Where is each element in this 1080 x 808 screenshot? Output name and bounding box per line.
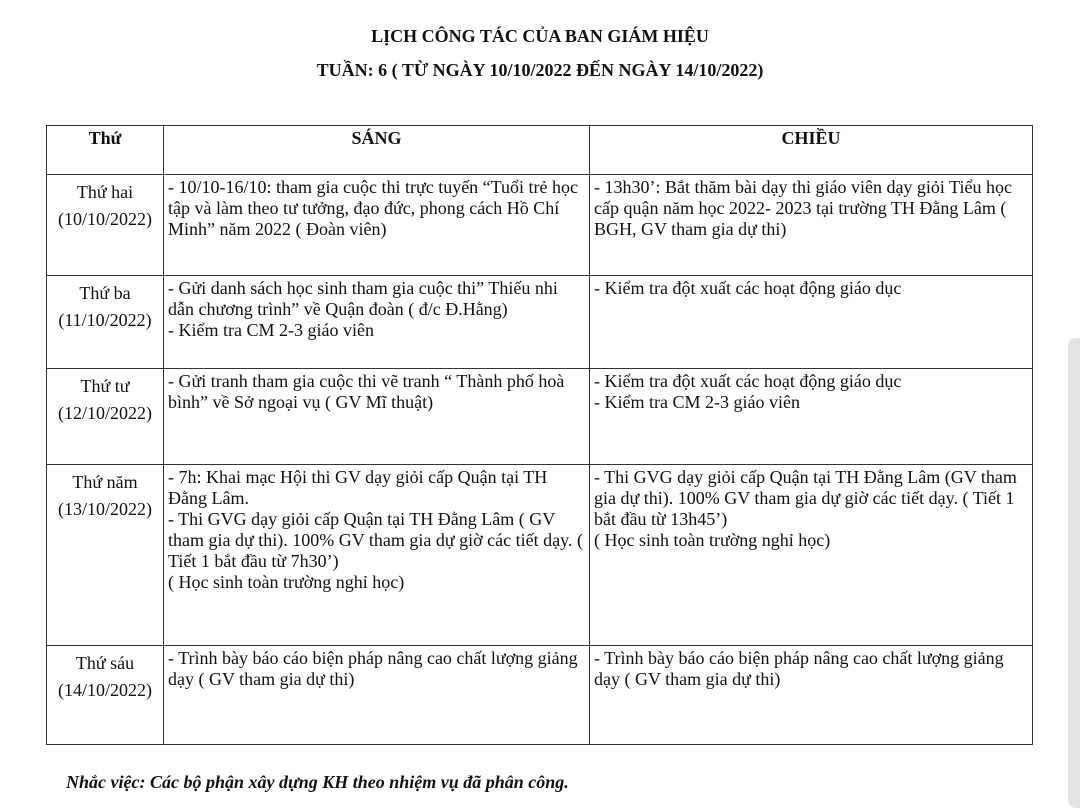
- table-row: [47, 276, 1033, 369]
- afternoon-task: ( Học sinh toàn trường nghỉ học): [594, 530, 831, 550]
- afternoon-task: - 13h30’: Bắt thăm bài dạy thi giáo viên dạy giỏi Tiểu học cấp quận năm học 2022- 2023 tại trường TH Đằng Lâm ( BGH, GV tham gia dự thi): [594, 177, 1012, 239]
- morning-task: - Thi GVG dạy giỏi cấp Quận tại TH Đằng Lâm ( GV tham gia dự thi). 100% GV tham gia dự giờ các tiết dạy. ( Tiết 1 bắt đầu từ 7h30’): [168, 509, 583, 571]
- morning-task: ( Học sinh toàn trường nghỉ học): [168, 572, 405, 592]
- scrollbar-thumb[interactable]: [1068, 338, 1080, 808]
- day-date: (12/10/2022): [58, 403, 152, 423]
- afternoon-task: - Thi GVG dạy giỏi cấp Quận tại TH Đằng Lâm (GV tham gia dự thi). 100% GV tham gia dự giờ các tiết dạy. ( Tiết 1 bắt đầu từ 13h45’): [594, 467, 1017, 529]
- header-afternoon: CHIỀU: [590, 126, 1033, 175]
- day-name: Thứ ba: [79, 283, 131, 303]
- afternoon-cell: [590, 369, 1033, 465]
- day-cell: [47, 465, 164, 646]
- morning-task: - Gửi tranh tham gia cuộc thi vẽ tranh “ Thành phố hoà bình” về Sở ngoại vụ ( GV Mĩ thuật): [168, 371, 565, 412]
- day-name: Thứ năm: [72, 472, 138, 492]
- day-name: Thứ tư: [80, 376, 130, 396]
- afternoon-task: - Trình bày báo cáo biện pháp nâng cao chất lượng giảng dạy ( GV tham gia dự thi): [594, 648, 1004, 689]
- afternoon-cell: [590, 646, 1033, 745]
- table-row: [47, 369, 1033, 465]
- afternoon-cell: [590, 175, 1033, 276]
- document-title: LỊCH CÔNG TÁC CỦA BAN GIÁM HIỆU: [371, 26, 709, 46]
- table-row: [47, 175, 1033, 276]
- day-cell: [47, 369, 164, 465]
- morning-task: - 7h: Khai mạc Hội thi GV dạy giỏi cấp Quận tại TH Đằng Lâm.: [168, 467, 548, 508]
- table-row: [47, 646, 1033, 745]
- table-header-row: [47, 126, 1033, 175]
- reminder-note: Nhắc việc: Các bộ phận xây dựng KH theo nhiệm vụ đã phân công.: [66, 772, 569, 792]
- header-day: Thứ: [47, 126, 164, 175]
- header-morning: SÁNG: [164, 126, 590, 175]
- afternoon-task: - Kiểm tra đột xuất các hoạt động giáo dục: [594, 278, 902, 298]
- morning-task: - Kiểm tra CM 2-3 giáo viên: [168, 320, 374, 340]
- table-row: [47, 465, 1033, 646]
- week-subtitle: TUẦN: 6 ( TỪ NGÀY 10/10/2022 ĐẾN NGÀY 14/10/2022): [316, 60, 764, 80]
- morning-cell: [164, 646, 590, 745]
- morning-task: - Gửi danh sách học sinh tham gia cuộc thi” Thiếu nhi dẫn chương trình” về Quận đoàn ( đ/c Đ.Hằng): [168, 278, 558, 319]
- day-name: Thứ sáu: [75, 653, 135, 673]
- day-cell: [47, 276, 164, 369]
- afternoon-task: - Kiểm tra đột xuất các hoạt động giáo dục: [594, 371, 902, 391]
- day-date: (10/10/2022): [58, 209, 152, 229]
- morning-task: - Trình bày báo cáo biện pháp nâng cao chất lượng giảng dạy ( GV tham gia dự thi): [168, 648, 578, 689]
- morning-cell: [164, 465, 590, 646]
- day-date: (14/10/2022): [58, 680, 152, 700]
- day-date: (13/10/2022): [58, 499, 152, 519]
- day-cell: [47, 175, 164, 276]
- morning-task: - 10/10-16/10: tham gia cuộc thi trực tuyến “Tuổi trẻ học tập và làm theo tư tưởng, đạo đức, phong cách Hồ Chí Minh” năm 2022 ( Đoàn viên): [168, 177, 579, 239]
- morning-cell: [164, 175, 590, 276]
- afternoon-cell: [590, 276, 1033, 369]
- morning-cell: [164, 276, 590, 369]
- day-name: Thứ hai: [76, 182, 134, 202]
- schedule-table: [46, 125, 1033, 745]
- day-cell: [47, 646, 164, 745]
- day-date: (11/10/2022): [58, 310, 152, 330]
- afternoon-cell: [590, 465, 1033, 646]
- morning-cell: [164, 369, 590, 465]
- afternoon-task: - Kiểm tra CM 2-3 giáo viên: [594, 392, 800, 412]
